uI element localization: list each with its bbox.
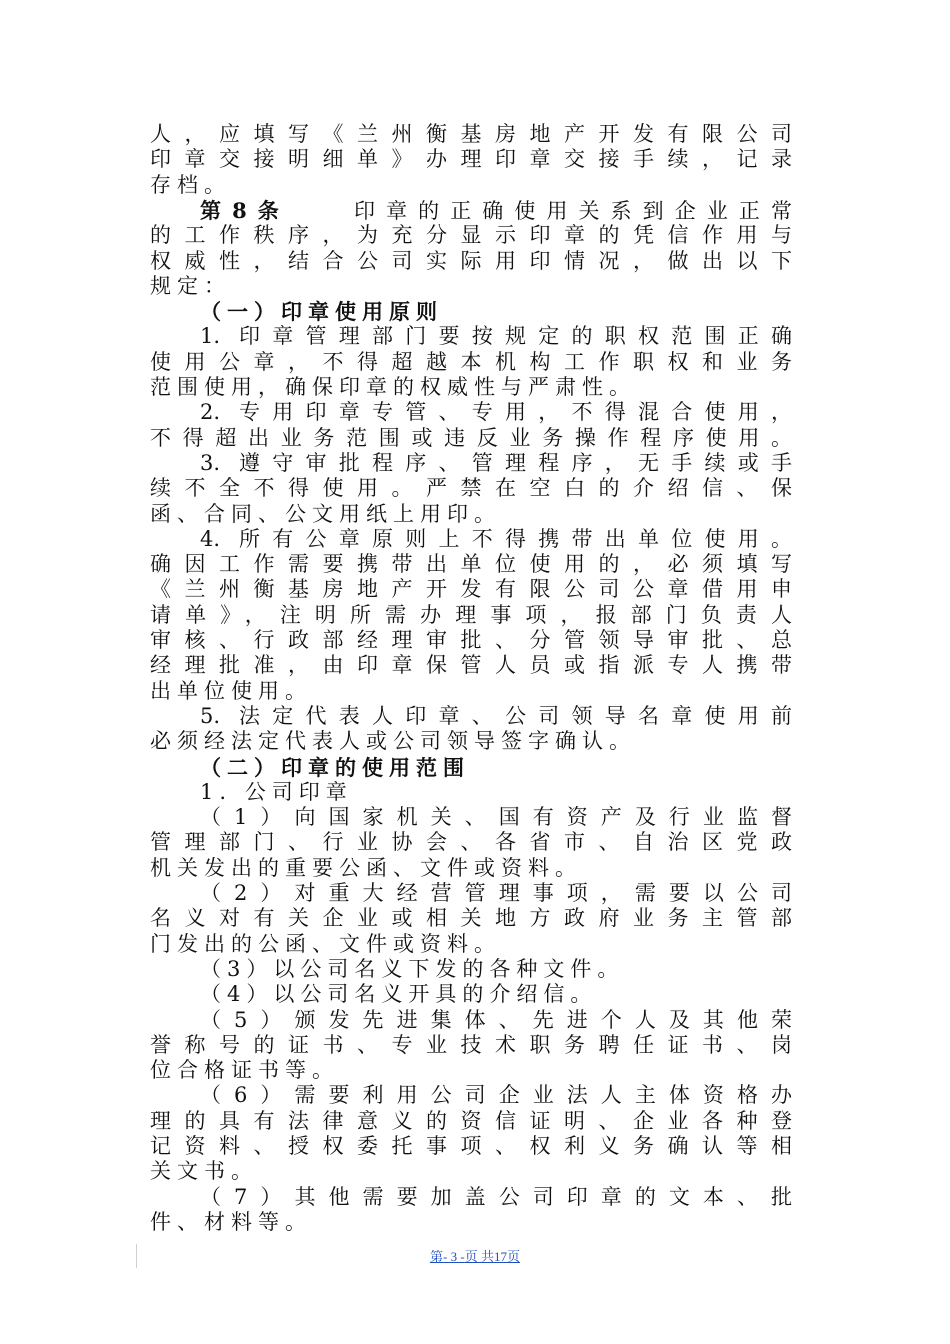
text-line: 门发出的公函、文件或资料。	[150, 931, 501, 956]
footer-suffix: 页	[506, 1249, 520, 1264]
text-line: 4. 所有公章原则上不得携带出单位使用。	[200, 526, 792, 551]
text-line: 1. 印章管理部门要按规定的职权范围正确	[200, 324, 792, 349]
footer-middle: 页 共	[464, 1249, 494, 1264]
text-line: 1. 公司印章	[200, 779, 353, 804]
page-footer	[0, 1246, 950, 1265]
text-line: 不得超出业务范围或违反业务操作程序使用。	[150, 425, 792, 450]
text-line: 续不全不得使用。严禁在空白的介绍信、保	[150, 476, 792, 501]
text-line: 名义对有关企业或相关地方政府业务主管部	[150, 906, 792, 931]
text-line: 位合格证书等。	[150, 1058, 339, 1083]
text-line: （2）对重大经营管理事项，需要以公司	[200, 881, 792, 905]
article-number: 第8条	[200, 197, 290, 223]
text-line: 人，应填写《兰州衡基房地产开发有限公司	[150, 122, 792, 146]
text-line: （7）其他需要加盖公司印章的文本、批	[200, 1184, 792, 1209]
text-line: 范围使用，确保印章的权威性与严肃性。	[150, 375, 636, 399]
text-line	[150, 198, 792, 223]
text-line: 必须经法定代表人或公司领导签字确认。	[150, 729, 636, 754]
text-line: （5）颁发先进集体、先进个人及其他荣	[200, 1007, 792, 1032]
text-line: 函、合同、公文用纸上用印。	[150, 501, 501, 526]
text-line: （3）以公司名义下发的各种文件。	[200, 956, 625, 981]
text-line: 3. 遵守审批程序、管理程序，无手续或手	[200, 450, 792, 475]
text-line: （一）印章使用原则	[200, 299, 443, 325]
text-line: （6）需要利用公司企业法人主体资格办	[200, 1083, 792, 1108]
text-line: （4）以公司名义开具的介绍信。	[200, 982, 598, 1007]
text-line: 存档。	[150, 172, 231, 197]
text-line: 机关发出的重要公函、文件或资料。	[150, 855, 582, 880]
text-line: 使用公章，不得超越本机构工作职权和业务	[150, 349, 792, 374]
text-line: 请单》，注明所需办理事项，报部门负责人	[150, 602, 792, 627]
text-line: （二）印章的使用范围	[200, 754, 470, 780]
text-line: 记资料、授权委托事项、权利义务确认等相	[150, 1134, 792, 1158]
footer-page-number: - 3 -	[443, 1249, 465, 1264]
text-line: 印章交接明细单》办理印章交接手续，记录	[150, 147, 792, 172]
text-line: 誉称号的证书、专业技术职务聘任证书、岗	[150, 1032, 792, 1057]
footer-total-pages: 17	[493, 1249, 507, 1264]
text-line: 关文书。	[150, 1159, 258, 1184]
text-line: 5. 法定代表人印章、公司领导名章使用前	[200, 703, 792, 728]
text-line: 规定：	[150, 273, 231, 298]
text-line: 审核、行政部经理审批、分管领导审批、总	[150, 628, 792, 652]
text-line: 权威性，结合公司实际用印情况，做出以下	[150, 248, 792, 273]
text-line: 管理部门、行业协会、各省市、自治区党政	[150, 830, 792, 855]
text-line: 经理批准，由印章保管人员或指派专人携带	[150, 653, 792, 678]
text-line: 2. 专用印章专管、专用，不得混合使用，	[200, 400, 792, 425]
text-line: （1）向国家机关、国有资产及行业监督	[200, 805, 792, 830]
text-segment: 印章的正确使用关系到企业正常	[289, 198, 792, 223]
footer-prefix: 第	[430, 1249, 444, 1264]
text-line: 确因工作需要携带出单位使用的，必须填写	[150, 552, 792, 577]
text-line: 理的具有法律意义的资信证明、企业各种登	[150, 1108, 792, 1133]
text-line: 的工作秩序，为充分显示印章的凭信作用与	[150, 223, 792, 248]
text-line: 件、材料等。	[150, 1209, 312, 1234]
text-line: 出单位使用。	[150, 678, 312, 703]
text-line: 《兰州衡基房地产开发有限公司公章借用申	[150, 577, 792, 602]
